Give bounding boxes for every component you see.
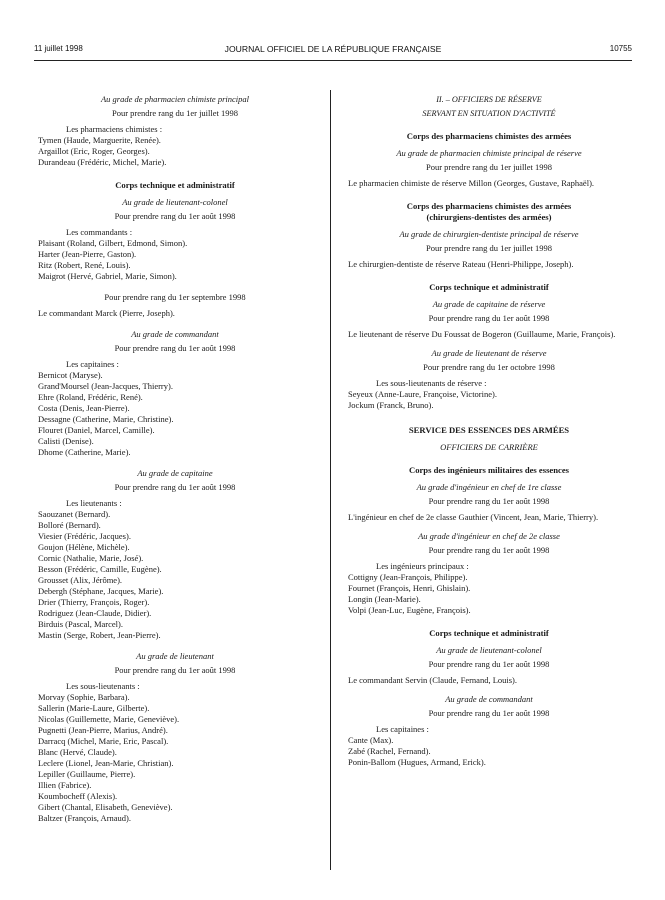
list-item: Tymen (Haude, Marguerite, Renée). [38, 135, 161, 145]
rank-line: Pour prendre rang du 1er août 1998 [428, 545, 550, 555]
list-item: Mastin (Serge, Robert, Jean-Pierre). [38, 630, 161, 640]
list-item: Maigrot (Hervé, Gabriel, Marie, Simon). [38, 271, 177, 281]
list-item: Cornic (Nathalie, Marie, José). [38, 553, 144, 563]
name-list [38, 370, 312, 458]
grade-heading: Au grade de capitaine [137, 468, 213, 478]
name-list [348, 572, 630, 616]
entry-text: Le commandant Marck (Pierre, Joseph). [38, 308, 175, 318]
rank-line: Pour prendre rang du 1er août 1998 [428, 659, 550, 669]
entry-text: Le lieutenant de réserve Du Foussat de Bogeron (Guillaume, Marie, François). [348, 329, 616, 339]
grade-heading: Au grade de lieutenant-colonel [122, 197, 228, 207]
list-item: Grand'Moursel (Jean-Jacques, Thierry). [38, 381, 173, 391]
header-date: 11 juillet 1998 [34, 44, 83, 53]
list-item: Bernicot (Maryse). [38, 370, 103, 380]
list-item: Blanc (Hervé, Claude). [38, 747, 117, 757]
rank-line: Pour prendre rang du 1er septembre 1998 [104, 292, 246, 302]
grade-heading: Au grade d'ingénieur en chef de 2e classe [418, 531, 560, 541]
list-item: Gibert (Chantal, Elisabeth, Geneviève). [38, 802, 173, 812]
entry-text: L'ingénieur en chef de 2e classe Gauthier (Vincent, Jean, Marie, Thierry). [348, 512, 599, 522]
rank-line: Pour prendre rang du 1er août 1998 [428, 708, 550, 718]
list-item: Grousset (Alix, Jérôme). [38, 575, 123, 585]
list-intro: Les pharmaciens chimistes : [66, 124, 163, 134]
list-item: Argaillot (Eric, Roger, Georges). [38, 146, 150, 156]
list-item: Goujon (Hélène, Michèle). [38, 542, 130, 552]
rank-line: Pour prendre rang du 1er juillet 1998 [425, 162, 553, 172]
list-item: Pugnetti (Jean-Pierre, Marius, André). [38, 725, 168, 735]
corps-heading: Corps des pharmaciens chimistes des armées [406, 201, 572, 211]
list-item: Rodriguez (Jean-Claude, Didier). [38, 608, 152, 618]
list-item: Flouret (Daniel, Marcel, Camille). [38, 425, 155, 435]
rank-line: Pour prendre rang du 1er octobre 1998 [423, 362, 555, 372]
rank-line: Pour prendre rang du 1er août 1998 [114, 211, 236, 221]
grade-heading: Au grade de commandant [131, 329, 219, 339]
section-lieutenant [38, 651, 312, 824]
list-item: Calisti (Denise). [38, 436, 94, 446]
list-item: Cottigny (Jean-François, Philippe). [348, 572, 468, 582]
list-item: Ponin-Ballom (Hugues, Armand, Erick). [348, 757, 486, 767]
list-item: Durandeau (Frédéric, Michel, Marie). [38, 157, 167, 167]
entry-text: Le commandant Servin (Claude, Fernand, Louis). [348, 675, 518, 685]
list-item: Longin (Jean-Marie). [348, 594, 421, 604]
list-intro: Les sous-lieutenants de réserve : [376, 378, 487, 388]
column-divider [330, 90, 331, 870]
grade-heading: Au grade de pharmacien chimiste principal de réserve [396, 148, 582, 158]
list-item: Darracq (Michel, Marie, Eric, Pascal). [38, 736, 169, 746]
rank-line: Pour prendre rang du 1er août 1998 [114, 343, 236, 353]
header-rule [34, 60, 632, 61]
rank-line: Pour prendre rang du 1er août 1998 [114, 482, 236, 492]
rank-line: Pour prendre rang du 1er août 1998 [428, 313, 550, 323]
entry-text: Le pharmacien chimiste de réserve Millon (Georges, Gustave, Raphaël). [348, 178, 595, 188]
corps-subheading: (chirurgiens-dentistes des armées) [426, 212, 552, 222]
part-heading: II. – OFFICIERS DE RÉSERVE [436, 95, 542, 104]
name-list [38, 509, 312, 641]
service-heading: SERVICE DES ESSENCES DES ARMÉES [408, 425, 570, 435]
grade-heading: Au grade de pharmacien chimiste principal [100, 94, 249, 104]
section-capitaine [38, 468, 312, 641]
corps-heading: Corps technique et administratif [429, 628, 549, 638]
list-item: Leclere (Lionel, Jean-Marie, Christian). [38, 758, 174, 768]
list-item: Plaisant (Roland, Gilbert, Edmond, Simon). [38, 238, 188, 248]
corps-heading: Corps des pharmaciens chimistes des armées [406, 131, 572, 141]
section-commandant [38, 329, 312, 458]
section-technique-essences [348, 628, 630, 768]
left-column [38, 94, 312, 824]
list-item: Ritz (Robert, René, Louis). [38, 260, 131, 270]
list-item: Sallerin (Marie-Laure, Gilberte). [38, 703, 150, 713]
part-subheading: SERVANT EN SITUATION D'ACTIVITÉ [422, 109, 556, 118]
list-item: Seyeux (Anne-Laure, Françoise, Victorine). [348, 389, 497, 399]
name-list [38, 692, 312, 824]
grade-heading: Au grade de commandant [445, 694, 533, 704]
section-technique-reserve [348, 282, 630, 411]
header-title: JOURNAL OFFICIEL DE LA RÉPUBLIQUE FRANÇAISE [224, 44, 442, 54]
list-intro: Les capitaines : [66, 359, 119, 369]
list-item: Volpi (Jean-Luc, Eugène, François). [348, 605, 471, 615]
section-pharmaciens-reserve [348, 131, 630, 189]
grade-heading: Au grade de lieutenant de réserve [431, 348, 547, 358]
list-item: Morvay (Sophie, Barbara). [38, 692, 130, 702]
section-pharmacien-chimiste-principal [38, 94, 312, 168]
list-item: Besson (Frédéric, Camille, Eugène). [38, 564, 162, 574]
list-item: Birduis (Pascal, Marcel). [38, 619, 123, 629]
list-item: Nicolas (Guillemette, Marie, Geneviève). [38, 714, 180, 724]
page-header [34, 44, 632, 56]
list-item: Illien (Fabrice). [38, 780, 92, 790]
list-item: Drier (Thierry, François, Roger). [38, 597, 150, 607]
officiers-heading: OFFICIERS DE CARRIÈRE [440, 442, 538, 452]
list-item: Zabé (Rachel, Fernand). [348, 746, 431, 756]
list-item: Costa (Denis, Jean-Pierre). [38, 403, 130, 413]
list-item: Viesier (Frédéric, Jacques). [38, 531, 131, 541]
rank-line: Pour prendre rang du 1er juillet 1998 [111, 108, 239, 118]
section-chirurgiens-dentistes [348, 201, 630, 270]
section-lieutenant-colonel [38, 197, 312, 282]
list-intro: Les lieutenants : [66, 498, 122, 508]
list-item: Dhome (Catherine, Marie). [38, 447, 131, 457]
list-item: Baltzer (François, Arnaud). [38, 813, 131, 823]
corps-heading: Corps des ingénieurs militaires des essences [408, 465, 569, 475]
rank-line: Pour prendre rang du 1er juillet 1998 [425, 243, 553, 253]
grade-heading: Au grade de chirurgien-dentiste principal de réserve [399, 229, 579, 239]
name-list [348, 389, 630, 411]
list-intro: Les ingénieurs principaux : [376, 561, 469, 571]
list-item: Lepiller (Guillaume, Pierre). [38, 769, 136, 779]
name-list [38, 135, 312, 168]
corps-heading: Corps technique et administratif [429, 282, 549, 292]
list-item: Dessagne (Catherine, Marie, Christine). [38, 414, 174, 424]
list-item: Koumbocheff (Alexis). [38, 791, 118, 801]
list-item: Fournet (François, Henri, Ghislain). [348, 583, 471, 593]
list-item: Ehre (Roland, Frédéric, René). [38, 392, 143, 402]
name-list [348, 735, 630, 768]
list-item: Saouzanet (Bernard). [38, 509, 111, 519]
entry-text: Le chirurgien-dentiste de réserve Rateau (Henri-Philippe, Joseph). [348, 259, 574, 269]
grade-heading: Au grade d'ingénieur en chef de 1re classe [416, 482, 562, 492]
list-intro: Les capitaines : [376, 724, 429, 734]
list-intro: Les commandants : [66, 227, 133, 237]
grade-heading: Au grade de lieutenant [136, 651, 214, 661]
right-column [348, 94, 630, 768]
header-page-number: 10755 [609, 44, 632, 53]
list-intro: Les sous-lieutenants : [66, 681, 140, 691]
list-item: Jockum (Franck, Bruno). [348, 400, 434, 410]
list-item: Debergh (Stéphane, Jacques, Marie). [38, 586, 164, 596]
list-item: Harter (Jean-Pierre, Gaston). [38, 249, 137, 259]
grade-heading: Au grade de lieutenant-colonel [436, 645, 542, 655]
section-ingenieurs-essences [348, 465, 630, 616]
rank-line: Pour prendre rang du 1er août 1998 [114, 665, 236, 675]
grade-heading: Au grade de capitaine de réserve [432, 299, 546, 309]
rank-line: Pour prendre rang du 1er août 1998 [428, 496, 550, 506]
name-list [38, 238, 312, 282]
corps-heading: Corps technique et administratif [115, 180, 235, 190]
list-item: Bolloré (Bernard). [38, 520, 101, 530]
section-septembre [38, 292, 312, 319]
list-item: Cante (Max). [348, 735, 394, 745]
